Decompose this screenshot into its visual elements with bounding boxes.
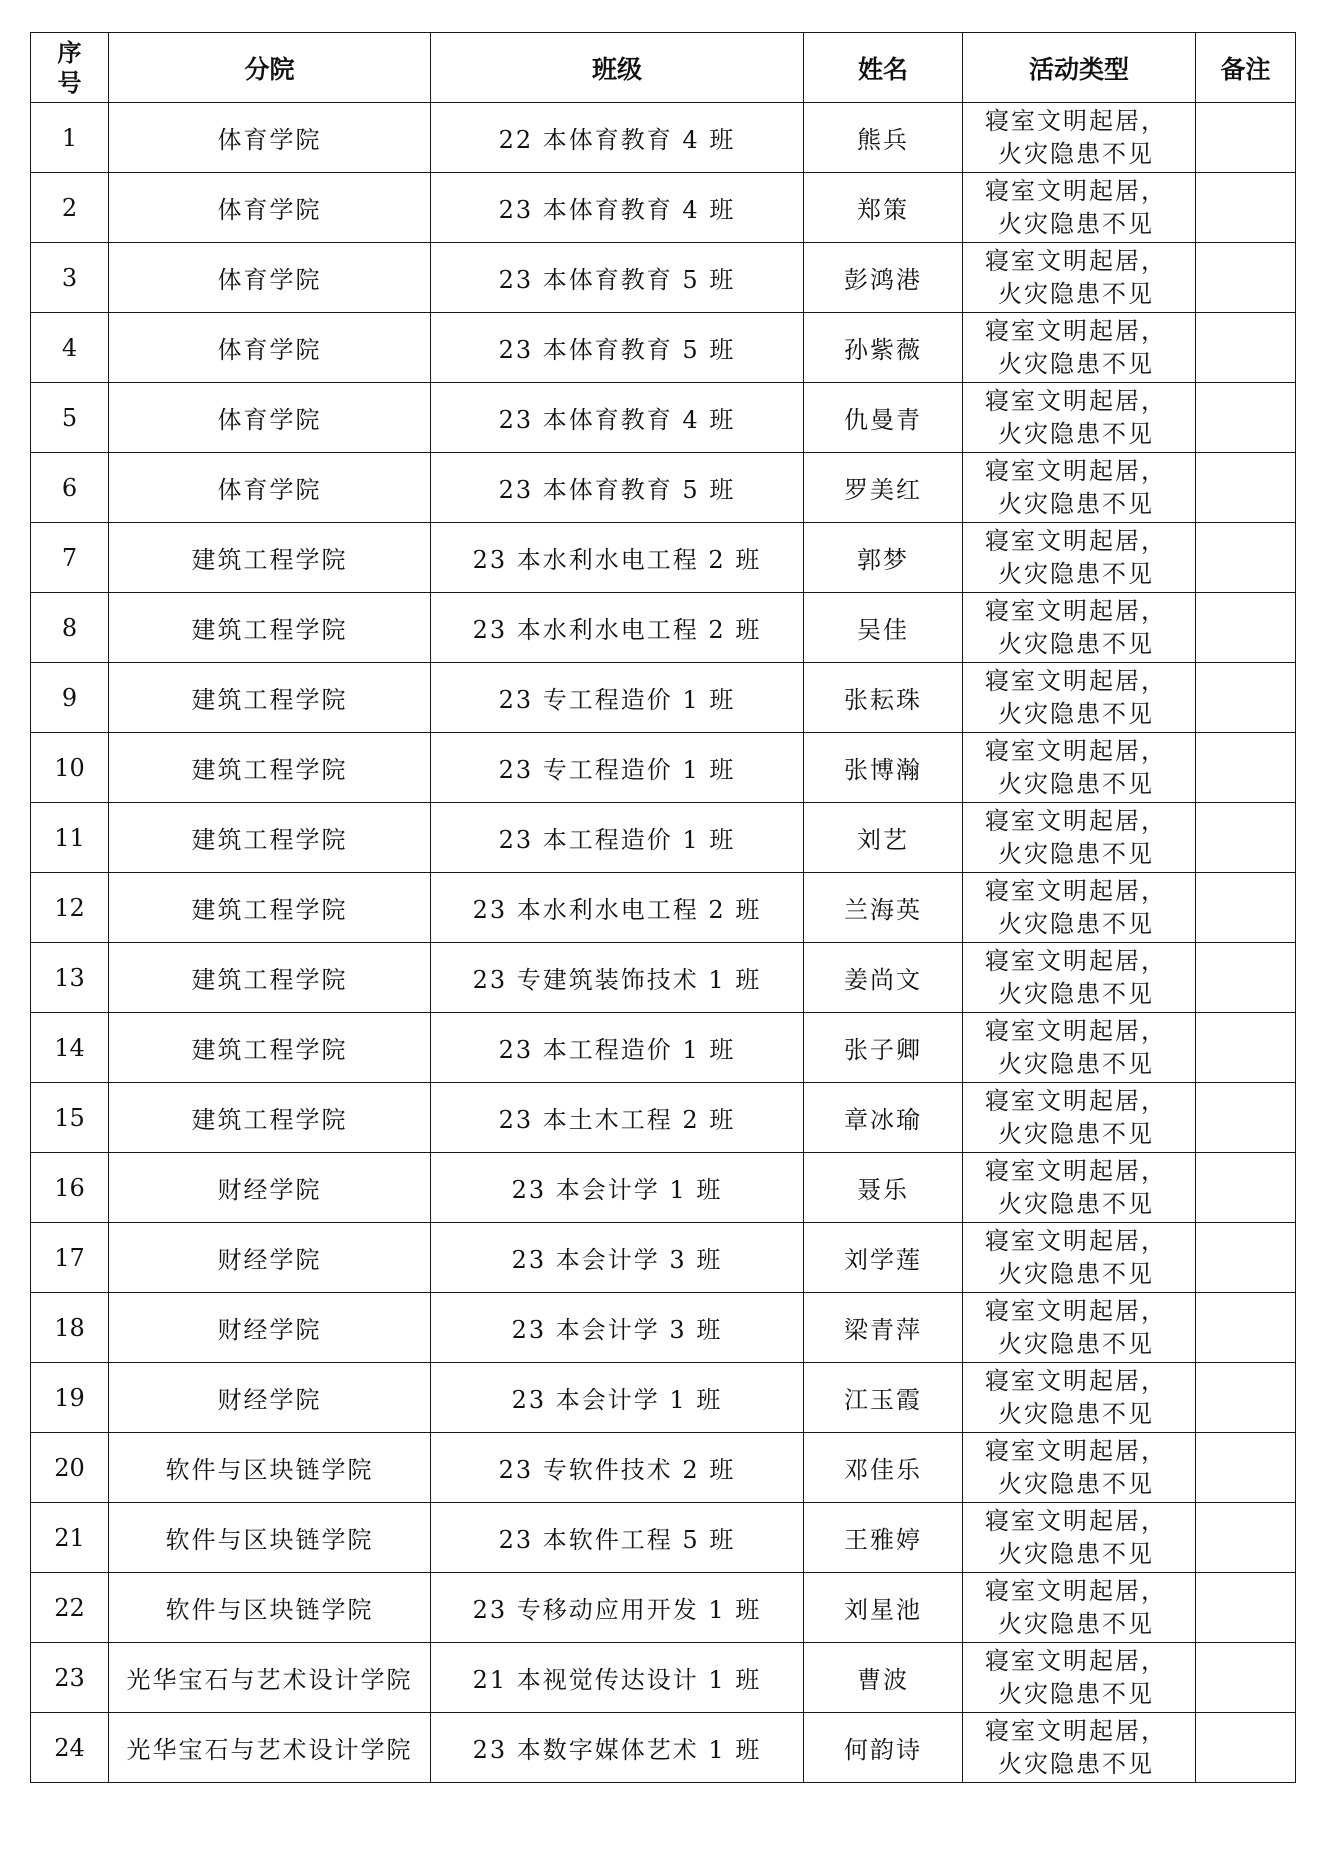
activity-line-2: 火灾隐患不见 (998, 489, 1154, 518)
cell-seq: 15 (31, 1083, 109, 1153)
activity-line-2: 火灾隐患不见 (998, 1049, 1154, 1078)
cell-college: 体育学院 (109, 243, 431, 313)
cell-activity (963, 173, 1196, 243)
cell-name: 章冰瑜 (804, 1083, 963, 1153)
activity-line-2: 火灾隐患不见 (998, 769, 1154, 798)
table-row (31, 733, 1296, 803)
cell-college: 财经学院 (109, 1363, 431, 1433)
cell-activity (963, 943, 1196, 1013)
cell-name: 仇曼青 (804, 383, 963, 453)
cell-seq: 20 (31, 1433, 109, 1503)
activity-line-1: 寝室文明起居， (985, 806, 1167, 835)
table-row (31, 803, 1296, 873)
cell-activity (963, 523, 1196, 593)
activity-line-1: 寝室文明起居， (985, 736, 1167, 765)
activity-line-1: 寝室文明起居， (985, 1156, 1167, 1185)
cell-remark (1196, 1223, 1296, 1293)
activity-line-1: 寝室文明起居， (985, 1576, 1167, 1605)
cell-college: 软件与区块链学院 (109, 1503, 431, 1573)
cell-name: 郭梦 (804, 523, 963, 593)
table-header (31, 33, 1296, 103)
activity-line-2: 火灾隐患不见 (998, 1749, 1154, 1778)
cell-name: 孙紫薇 (804, 313, 963, 383)
activity-line-2: 火灾隐患不见 (998, 209, 1154, 238)
cell-activity (963, 733, 1196, 803)
cell-remark (1196, 1293, 1296, 1363)
table-row (31, 1573, 1296, 1643)
cell-activity (963, 383, 1196, 453)
cell-name: 刘星池 (804, 1573, 963, 1643)
cell-name: 张耘珠 (804, 663, 963, 733)
cell-name: 张博瀚 (804, 733, 963, 803)
cell-class: 23 本会计学 1 班 (431, 1363, 804, 1433)
cell-activity (963, 803, 1196, 873)
cell-seq: 9 (31, 663, 109, 733)
cell-seq: 22 (31, 1573, 109, 1643)
cell-remark (1196, 803, 1296, 873)
cell-class: 23 本体育教育 4 班 (431, 173, 804, 243)
cell-college: 体育学院 (109, 313, 431, 383)
cell-college: 建筑工程学院 (109, 1083, 431, 1153)
cell-name: 罗美红 (804, 453, 963, 523)
cell-college: 财经学院 (109, 1223, 431, 1293)
cell-remark (1196, 453, 1296, 523)
cell-activity (963, 593, 1196, 663)
activity-line-2: 火灾隐患不见 (998, 419, 1154, 448)
activity-line-2: 火灾隐患不见 (998, 1609, 1154, 1638)
cell-remark (1196, 663, 1296, 733)
cell-name: 张子卿 (804, 1013, 963, 1083)
header-college: 分院 (109, 33, 431, 103)
table-row (31, 1713, 1296, 1783)
cell-class: 23 专软件技术 2 班 (431, 1433, 804, 1503)
cell-activity (963, 1713, 1196, 1783)
activity-line-2: 火灾隐患不见 (998, 1399, 1154, 1428)
cell-remark (1196, 1573, 1296, 1643)
cell-seq: 6 (31, 453, 109, 523)
cell-name: 聂乐 (804, 1153, 963, 1223)
cell-class: 23 专移动应用开发 1 班 (431, 1573, 804, 1643)
cell-name: 梁青萍 (804, 1293, 963, 1363)
cell-college: 财经学院 (109, 1153, 431, 1223)
table-row (31, 243, 1296, 313)
cell-class: 23 本体育教育 5 班 (431, 313, 804, 383)
cell-name: 刘艺 (804, 803, 963, 873)
activity-line-1: 寝室文明起居， (985, 1016, 1167, 1045)
cell-remark (1196, 1013, 1296, 1083)
activity-line-1: 寝室文明起居， (985, 386, 1167, 415)
activity-line-1: 寝室文明起居， (985, 106, 1167, 135)
cell-class: 23 专工程造价 1 班 (431, 733, 804, 803)
cell-name: 刘学莲 (804, 1223, 963, 1293)
cell-remark (1196, 873, 1296, 943)
table-row (31, 173, 1296, 243)
cell-activity (963, 1293, 1196, 1363)
cell-college: 建筑工程学院 (109, 873, 431, 943)
cell-college: 光华宝石与艺术设计学院 (109, 1713, 431, 1783)
table-body (31, 103, 1296, 1783)
cell-class: 23 本会计学 3 班 (431, 1223, 804, 1293)
activity-line-1: 寝室文明起居， (985, 1366, 1167, 1395)
table-row (31, 383, 1296, 453)
cell-college: 体育学院 (109, 103, 431, 173)
cell-activity (963, 873, 1196, 943)
cell-name: 姜尚文 (804, 943, 963, 1013)
cell-college: 体育学院 (109, 453, 431, 523)
cell-remark (1196, 243, 1296, 313)
table-row (31, 1293, 1296, 1363)
cell-name: 彭鸿港 (804, 243, 963, 313)
cell-class: 23 专建筑装饰技术 1 班 (431, 943, 804, 1013)
cell-remark (1196, 103, 1296, 173)
cell-remark (1196, 1643, 1296, 1713)
activity-line-1: 寝室文明起居， (985, 246, 1167, 275)
cell-seq: 7 (31, 523, 109, 593)
cell-remark (1196, 523, 1296, 593)
cell-class: 23 本体育教育 5 班 (431, 453, 804, 523)
cell-name: 江玉霞 (804, 1363, 963, 1433)
cell-activity (963, 1223, 1196, 1293)
cell-activity (963, 1573, 1196, 1643)
cell-class: 21 本视觉传达设计 1 班 (431, 1643, 804, 1713)
table-row (31, 1083, 1296, 1153)
header-class: 班级 (431, 33, 804, 103)
activity-line-2: 火灾隐患不见 (998, 909, 1154, 938)
cell-college: 体育学院 (109, 173, 431, 243)
cell-college: 建筑工程学院 (109, 663, 431, 733)
cell-seq: 14 (31, 1013, 109, 1083)
cell-seq: 18 (31, 1293, 109, 1363)
cell-college: 软件与区块链学院 (109, 1433, 431, 1503)
cell-seq: 17 (31, 1223, 109, 1293)
activity-line-1: 寝室文明起居， (985, 1436, 1167, 1465)
cell-seq: 12 (31, 873, 109, 943)
cell-activity (963, 313, 1196, 383)
cell-seq: 11 (31, 803, 109, 873)
cell-class: 23 本水利水电工程 2 班 (431, 523, 804, 593)
activity-line-1: 寝室文明起居， (985, 876, 1167, 905)
header-remark: 备注 (1196, 33, 1296, 103)
cell-class: 22 本体育教育 4 班 (431, 103, 804, 173)
cell-seq: 13 (31, 943, 109, 1013)
activity-line-2: 火灾隐患不见 (998, 979, 1154, 1008)
activity-line-1: 寝室文明起居， (985, 1646, 1167, 1675)
cell-activity (963, 1013, 1196, 1083)
cell-seq: 23 (31, 1643, 109, 1713)
cell-college: 光华宝石与艺术设计学院 (109, 1643, 431, 1713)
cell-college: 体育学院 (109, 383, 431, 453)
cell-activity (963, 1643, 1196, 1713)
cell-class: 23 本工程造价 1 班 (431, 1013, 804, 1083)
cell-class: 23 专工程造价 1 班 (431, 663, 804, 733)
cell-seq: 5 (31, 383, 109, 453)
activity-line-2: 火灾隐患不见 (998, 139, 1154, 168)
cell-college: 建筑工程学院 (109, 593, 431, 663)
cell-name: 吴佳 (804, 593, 963, 663)
activity-line-1: 寝室文明起居， (985, 1296, 1167, 1325)
cell-remark (1196, 733, 1296, 803)
activity-line-1: 寝室文明起居， (985, 1716, 1167, 1745)
cell-seq: 10 (31, 733, 109, 803)
cell-class: 23 本会计学 1 班 (431, 1153, 804, 1223)
table-row (31, 1643, 1296, 1713)
cell-name: 兰海英 (804, 873, 963, 943)
activity-line-1: 寝室文明起居， (985, 456, 1167, 485)
cell-seq: 1 (31, 103, 109, 173)
activity-line-2: 火灾隐患不见 (998, 1119, 1154, 1148)
table-row (31, 1013, 1296, 1083)
cell-seq: 21 (31, 1503, 109, 1573)
cell-remark (1196, 1433, 1296, 1503)
cell-activity (963, 103, 1196, 173)
header-name: 姓名 (804, 33, 963, 103)
cell-activity (963, 663, 1196, 733)
cell-seq: 2 (31, 173, 109, 243)
table-row (31, 1363, 1296, 1433)
activity-line-2: 火灾隐患不见 (998, 1259, 1154, 1288)
cell-remark (1196, 1503, 1296, 1573)
cell-remark (1196, 1363, 1296, 1433)
cell-remark (1196, 173, 1296, 243)
activity-line-2: 火灾隐患不见 (998, 279, 1154, 308)
cell-activity (963, 1083, 1196, 1153)
cell-college: 财经学院 (109, 1293, 431, 1363)
cell-class: 23 本工程造价 1 班 (431, 803, 804, 873)
cell-remark (1196, 1713, 1296, 1783)
activity-line-1: 寝室文明起居， (985, 176, 1167, 205)
cell-college: 建筑工程学院 (109, 943, 431, 1013)
activity-line-1: 寝室文明起居， (985, 1506, 1167, 1535)
activity-line-2: 火灾隐患不见 (998, 629, 1154, 658)
cell-seq: 4 (31, 313, 109, 383)
cell-remark (1196, 1083, 1296, 1153)
cell-class: 23 本体育教育 4 班 (431, 383, 804, 453)
table-row (31, 103, 1296, 173)
cell-class: 23 本水利水电工程 2 班 (431, 873, 804, 943)
cell-class: 23 本水利水电工程 2 班 (431, 593, 804, 663)
activity-line-2: 火灾隐患不见 (998, 1539, 1154, 1568)
activity-line-1: 寝室文明起居， (985, 946, 1167, 975)
cell-remark (1196, 1153, 1296, 1223)
cell-activity (963, 453, 1196, 523)
cell-college: 建筑工程学院 (109, 1013, 431, 1083)
activity-line-2: 火灾隐患不见 (998, 349, 1154, 378)
table-row (31, 453, 1296, 523)
table-row (31, 1503, 1296, 1573)
table-row (31, 663, 1296, 733)
cell-class: 23 本数字媒体艺术 1 班 (431, 1713, 804, 1783)
activity-line-1: 寝室文明起居， (985, 596, 1167, 625)
cell-college: 建筑工程学院 (109, 803, 431, 873)
table-row (31, 1223, 1296, 1293)
cell-remark (1196, 943, 1296, 1013)
cell-college: 建筑工程学院 (109, 733, 431, 803)
header-seq: 序号 (31, 33, 109, 103)
cell-name: 熊兵 (804, 103, 963, 173)
cell-college: 软件与区块链学院 (109, 1573, 431, 1643)
table-row (31, 873, 1296, 943)
table-row (31, 523, 1296, 593)
cell-remark (1196, 383, 1296, 453)
cell-college: 建筑工程学院 (109, 523, 431, 593)
activity-line-1: 寝室文明起居， (985, 1226, 1167, 1255)
activity-line-2: 火灾隐患不见 (998, 1329, 1154, 1358)
activity-line-2: 火灾隐患不见 (998, 559, 1154, 588)
table-row (31, 593, 1296, 663)
activity-line-1: 寝室文明起居， (985, 1086, 1167, 1115)
cell-seq: 19 (31, 1363, 109, 1433)
cell-class: 23 本会计学 3 班 (431, 1293, 804, 1363)
activity-line-1: 寝室文明起居， (985, 526, 1167, 555)
cell-activity (963, 1503, 1196, 1573)
activity-line-1: 寝室文明起居， (985, 666, 1167, 695)
activity-line-2: 火灾隐患不见 (998, 1189, 1154, 1218)
activity-line-1: 寝室文明起居， (985, 316, 1167, 345)
cell-activity (963, 1433, 1196, 1503)
cell-remark (1196, 313, 1296, 383)
cell-name: 曹波 (804, 1643, 963, 1713)
cell-name: 邓佳乐 (804, 1433, 963, 1503)
header-activity: 活动类型 (963, 33, 1196, 103)
activity-line-2: 火灾隐患不见 (998, 1679, 1154, 1708)
header-row (31, 33, 1296, 103)
table-row (31, 313, 1296, 383)
cell-name: 王雅婷 (804, 1503, 963, 1573)
cell-seq: 8 (31, 593, 109, 663)
activity-line-2: 火灾隐患不见 (998, 699, 1154, 728)
cell-name: 何韵诗 (804, 1713, 963, 1783)
cell-activity (963, 243, 1196, 313)
activity-line-2: 火灾隐患不见 (998, 839, 1154, 868)
cell-class: 23 本体育教育 5 班 (431, 243, 804, 313)
table-row (31, 1433, 1296, 1503)
cell-seq: 16 (31, 1153, 109, 1223)
roster-table (30, 32, 1296, 1783)
cell-name: 郑策 (804, 173, 963, 243)
cell-class: 23 本软件工程 5 班 (431, 1503, 804, 1573)
table-row (31, 943, 1296, 1013)
cell-seq: 24 (31, 1713, 109, 1783)
cell-remark (1196, 593, 1296, 663)
cell-seq: 3 (31, 243, 109, 313)
activity-line-2: 火灾隐患不见 (998, 1469, 1154, 1498)
cell-activity (963, 1153, 1196, 1223)
table-row (31, 1153, 1296, 1223)
cell-class: 23 本土木工程 2 班 (431, 1083, 804, 1153)
cell-activity (963, 1363, 1196, 1433)
